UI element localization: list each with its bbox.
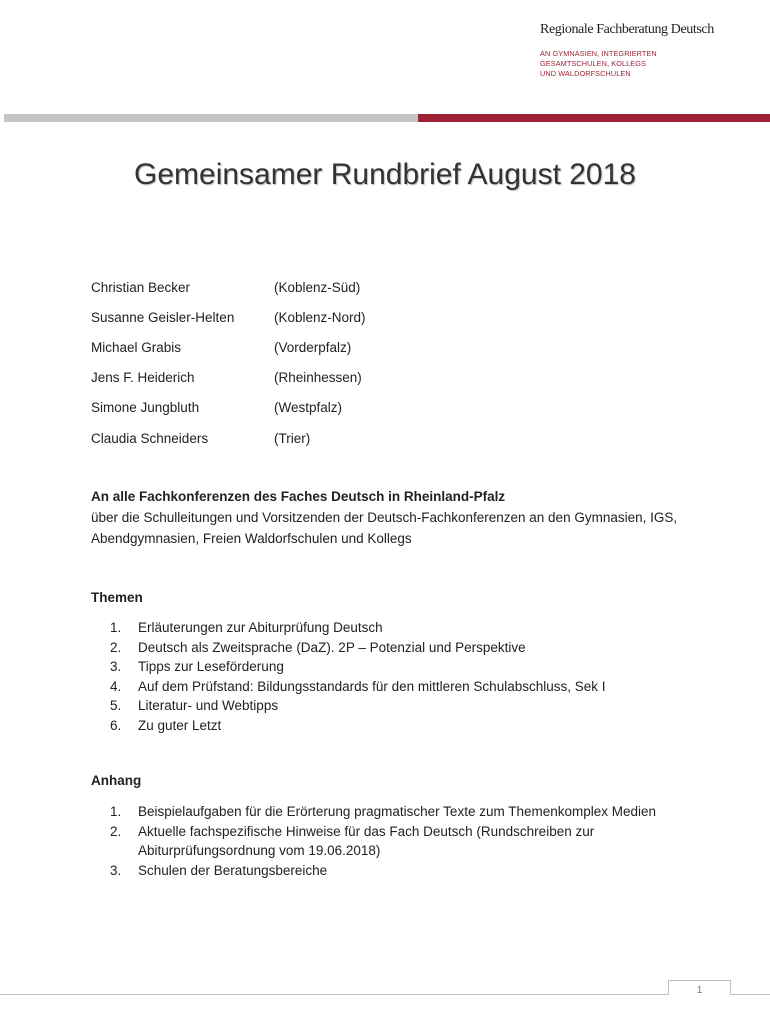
list-text: Deutsch als Zweitsprache (DaZ). 2P – Potenzial und Perspektive	[138, 639, 526, 655]
list-text: Aktuelle fachspezifische Hinweise für das Fach Deutsch (Rundschreiben zur Abiturprüfungsordnung vom 19.06.2018)	[138, 823, 595, 858]
header-divider-bar	[4, 114, 770, 122]
advisor-region: (Trier)	[274, 430, 311, 446]
brand-subtitle	[540, 49, 765, 79]
list-item	[110, 618, 670, 638]
list-text: Schulen der Beratungsbereiche	[138, 862, 328, 878]
advisor-name: Claudia Schneiders	[91, 430, 209, 446]
list-text: Literatur- und Webtipps	[138, 698, 279, 713]
footer-divider	[0, 994, 770, 995]
list-number: 3.	[110, 659, 122, 674]
themes-heading: Themen	[91, 590, 143, 605]
advisor-row	[91, 302, 366, 332]
address-block	[91, 486, 731, 549]
advisor-name: Jens F. Heiderich	[91, 370, 195, 386]
advisor-name: Susanne Geisler-Helten	[91, 309, 235, 325]
list-number: 4.	[110, 678, 122, 694]
address-heading: An alle Fachkonferenzen des Faches Deutsch in Rheinland-Pfalz	[91, 489, 506, 504]
advisor-list	[91, 272, 366, 453]
advisor-row	[91, 393, 366, 423]
list-text: Erläuterungen zur Abiturprüfung Deutsch	[138, 620, 383, 635]
list-number: 1.	[110, 620, 122, 635]
list-number: 6.	[110, 717, 122, 733]
advisor-row	[91, 363, 366, 393]
list-item	[110, 861, 670, 881]
appendix-heading: Anhang	[91, 773, 142, 788]
brand-title: Regionale Fachberatung Deutsch	[540, 22, 714, 37]
list-item	[110, 822, 670, 861]
list-number: 2.	[110, 639, 122, 655]
appendix-list	[110, 802, 670, 880]
advisor-row	[91, 272, 366, 302]
list-number: 5.	[110, 698, 122, 713]
themes-list	[110, 618, 670, 735]
advisor-region: (Koblenz-Süd)	[274, 279, 361, 295]
list-item	[110, 802, 670, 822]
document-title: Gemeinsamer Rundbrief August 2018	[134, 158, 636, 191]
list-text: Auf dem Prüfstand: Bildungsstandards für den mittleren Schulabschluss, Sek I	[138, 678, 606, 694]
header-bar-grey	[4, 114, 418, 122]
list-number: 1.	[110, 804, 122, 819]
advisor-region: (Westpfalz)	[274, 400, 343, 416]
advisor-region: (Rheinhessen)	[274, 370, 362, 386]
advisor-region: (Vorderpfalz)	[274, 339, 352, 355]
advisor-name: Simone Jungbluth	[91, 400, 200, 416]
list-item	[110, 696, 670, 716]
address-body: über die Schulleitungen und Vorsitzenden der Deutsch-Fachkonferenzen an den Gymnasien, IGS, Abendgymnasien, Freien Waldorfschulen und Kollegs	[91, 510, 678, 546]
list-item	[110, 657, 670, 677]
page-number: 1	[668, 980, 731, 995]
brand-subtitle-line: AN GYMNASIEN, INTEGRIERTEN	[540, 49, 657, 58]
header-brand	[540, 22, 765, 79]
list-item	[110, 638, 670, 658]
brand-subtitle-line: GESAMTSCHULEN, KOLLEGS	[540, 59, 647, 68]
list-item	[110, 716, 670, 736]
advisor-row	[91, 423, 366, 453]
brand-subtitle-line: UND WALDORFSCHULEN	[540, 69, 631, 78]
advisor-name: Christian Becker	[91, 279, 191, 295]
list-number: 3.	[110, 862, 122, 878]
advisor-name: Michael Grabis	[91, 339, 182, 355]
advisor-row	[91, 332, 366, 362]
list-number: 2.	[110, 823, 122, 839]
list-text: Zu guter Letzt	[138, 717, 222, 733]
list-item	[110, 677, 670, 697]
header-bar-red	[418, 114, 770, 122]
list-text: Beispielaufgaben für die Erörterung pragmatischer Texte zum Themenkomplex Medien	[138, 804, 657, 819]
list-text: Tipps zur Leseförderung	[138, 659, 284, 674]
advisor-region: (Koblenz-Nord)	[274, 309, 366, 325]
